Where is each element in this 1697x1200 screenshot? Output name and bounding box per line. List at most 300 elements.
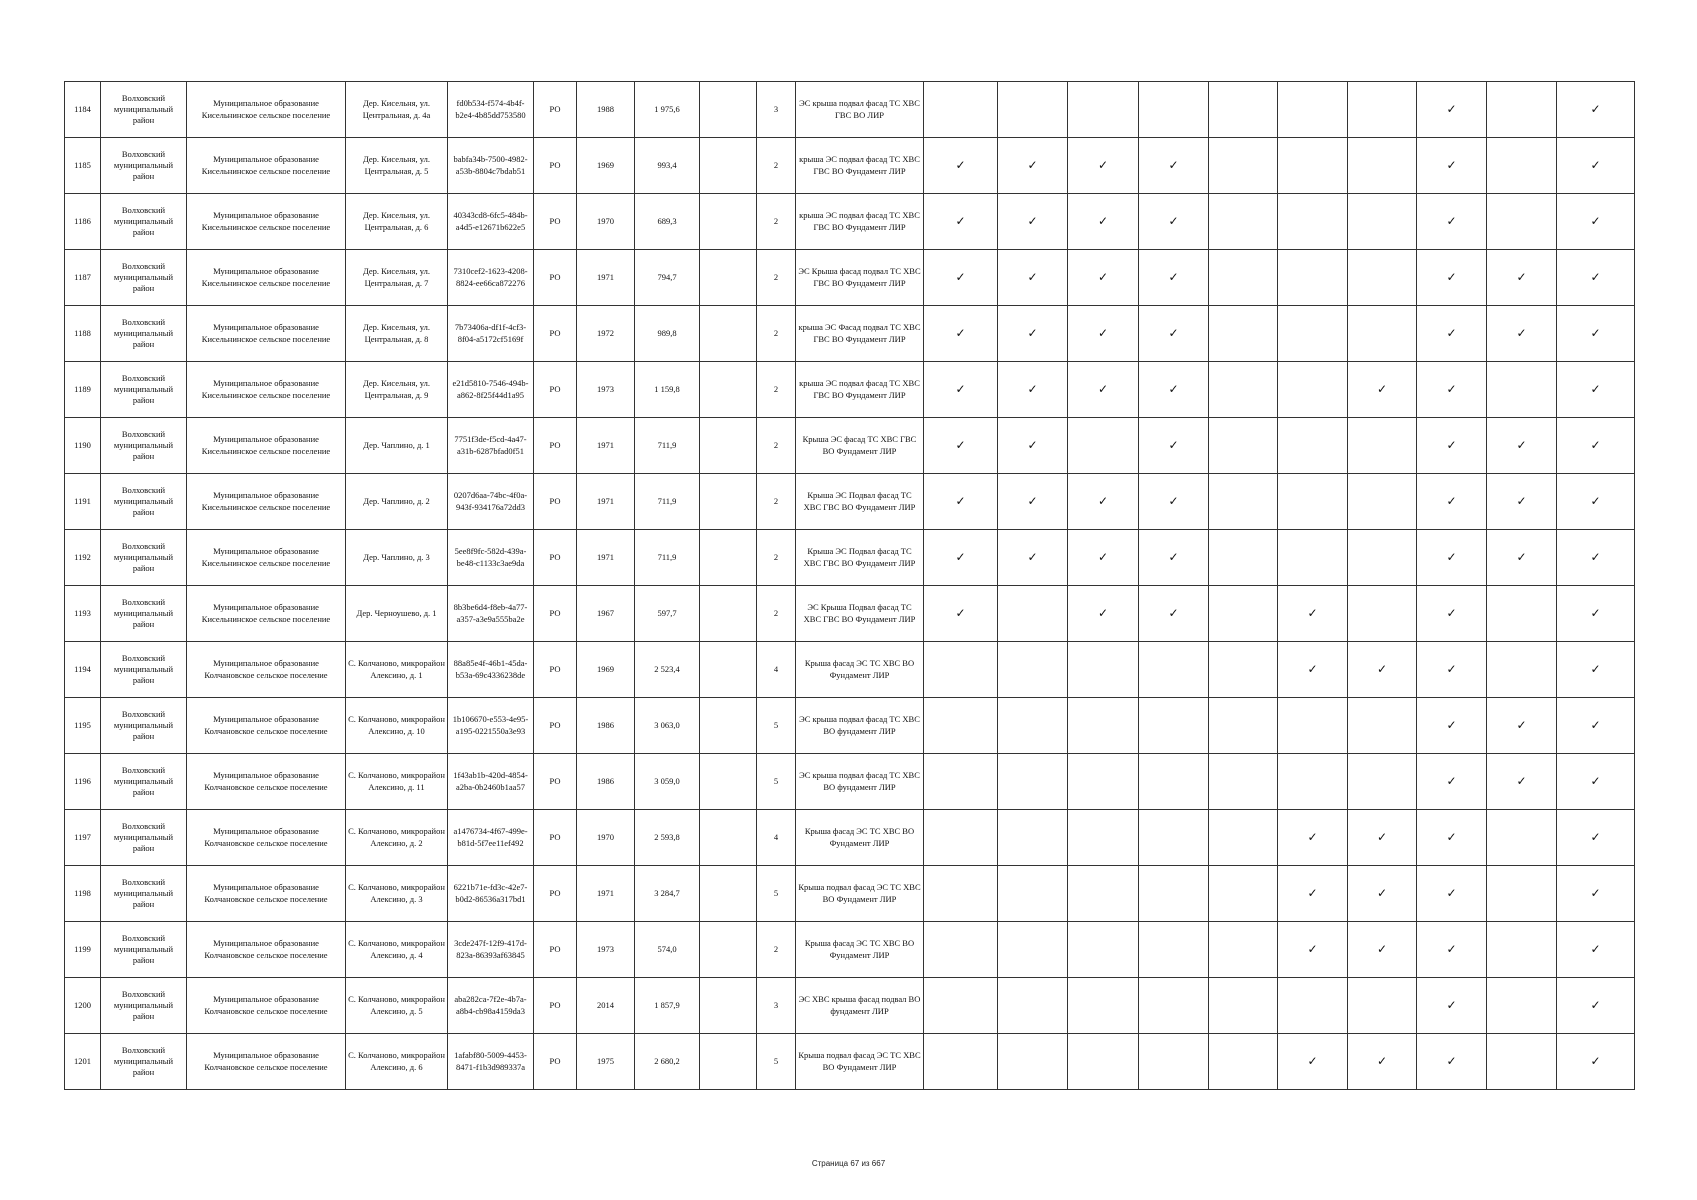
checkmark-icon: ✓ (1168, 381, 1179, 396)
check-cell-10 (1557, 474, 1635, 530)
empty-cell (700, 642, 757, 698)
district-cell: Волховский муниципальный район (101, 978, 187, 1034)
check-cell-4 (1139, 362, 1209, 418)
checkmark-icon: ✓ (1446, 549, 1457, 564)
checkmark-icon: ✓ (955, 269, 966, 284)
check-cell-9 (1487, 698, 1557, 754)
checkmark-icon: ✓ (1446, 325, 1457, 340)
row-number: 1189 (65, 362, 101, 418)
form-cell: РО (534, 1034, 577, 1090)
checkmark-icon: ✓ (1516, 493, 1527, 508)
check-cell-8 (1417, 250, 1487, 306)
area-cell: 1 975,6 (635, 82, 700, 138)
year-cell: 1969 (577, 642, 635, 698)
check-cell-4 (1139, 922, 1209, 978)
check-cell-5 (1209, 642, 1278, 698)
area-cell: 989,8 (635, 306, 700, 362)
check-cell-10 (1557, 194, 1635, 250)
empty-cell (700, 922, 757, 978)
check-cell-9 (1487, 1034, 1557, 1090)
municipality-cell: Муниципальное образование Колчановское сельское поселение (187, 922, 346, 978)
check-cell-9 (1487, 866, 1557, 922)
area-cell: 993,4 (635, 138, 700, 194)
row-number: 1192 (65, 530, 101, 586)
check-cell-1 (924, 250, 998, 306)
checkmark-icon: ✓ (1376, 885, 1388, 900)
uuid-cell: 7751f3de-f5cd-4a47-a31b-6287bfad0f51 (448, 418, 534, 474)
check-cell-1 (924, 362, 998, 418)
checkmark-icon: ✓ (1097, 213, 1109, 228)
form-cell: РО (534, 138, 577, 194)
check-cell-10 (1557, 82, 1635, 138)
year-cell: 1988 (577, 82, 635, 138)
check-cell-3 (1068, 194, 1139, 250)
check-cell-8 (1417, 138, 1487, 194)
year-cell: 2014 (577, 978, 635, 1034)
check-cell-10 (1557, 586, 1635, 642)
check-cell-6 (1278, 82, 1348, 138)
row-number: 1187 (65, 250, 101, 306)
municipality-cell: Муниципальное образование Колчановское сельское поселение (187, 810, 346, 866)
municipality-cell: Муниципальное образование Кисельнинское сельское поселение (187, 474, 346, 530)
checkmark-icon: ✓ (955, 157, 966, 172)
year-cell: 1973 (577, 362, 635, 418)
row-number: 1194 (65, 642, 101, 698)
check-cell-8 (1417, 82, 1487, 138)
form-cell: РО (534, 82, 577, 138)
checkmark-icon: ✓ (1168, 605, 1179, 620)
checkmark-icon: ✓ (1168, 549, 1179, 564)
form-cell: РО (534, 698, 577, 754)
area-cell: 597,7 (635, 586, 700, 642)
check-cell-7 (1348, 362, 1417, 418)
checkmark-icon: ✓ (1027, 157, 1038, 172)
check-cell-4 (1139, 1034, 1209, 1090)
checkmark-icon: ✓ (1590, 717, 1601, 732)
checkmark-icon: ✓ (1376, 381, 1388, 396)
check-cell-6 (1278, 530, 1348, 586)
area-cell: 3 284,7 (635, 866, 700, 922)
empty-cell (700, 474, 757, 530)
check-cell-9 (1487, 754, 1557, 810)
checkmark-icon: ✓ (1097, 493, 1109, 508)
registry-table (64, 81, 1635, 1090)
checkmark-icon: ✓ (1027, 381, 1038, 396)
table-row (65, 306, 1635, 362)
check-cell-1 (924, 138, 998, 194)
empty-cell (700, 138, 757, 194)
checkmark-icon: ✓ (1446, 829, 1457, 844)
checkmark-icon: ✓ (1446, 101, 1457, 116)
page-number: Страница 67 из 667 (811, 1159, 886, 1168)
address-cell: С. Колчаново, микрорайон Алексино, д. 2 (346, 810, 448, 866)
address-cell: С. Колчаново, микрорайон Алексино, д. 11 (346, 754, 448, 810)
table-row (65, 474, 1635, 530)
check-cell-5 (1209, 530, 1278, 586)
year-cell: 1975 (577, 1034, 635, 1090)
check-cell-7 (1348, 1034, 1417, 1090)
check-cell-9 (1487, 362, 1557, 418)
check-cell-4 (1139, 978, 1209, 1034)
check-cell-3 (1068, 922, 1139, 978)
empty-cell (700, 866, 757, 922)
check-cell-1 (924, 474, 998, 530)
table-row (65, 922, 1635, 978)
empty-cell (700, 362, 757, 418)
works-list-cell: Крыша ЭС Подвал фасад ТС ХВС ГВС ВО Фундамент ЛИР (796, 530, 924, 586)
address-cell: Дер. Чаплино, д. 1 (346, 418, 448, 474)
checkmark-icon: ✓ (1097, 605, 1109, 620)
check-cell-2 (998, 418, 1068, 474)
check-cell-3 (1068, 698, 1139, 754)
uuid-cell: 6221b71e-fd3c-42e7-b0d2-86536a317bd1 (448, 866, 534, 922)
uuid-cell: e21d5810-7546-494b-a862-8f25f44d1a95 (448, 362, 534, 418)
checkmark-icon: ✓ (1027, 493, 1038, 508)
municipality-cell: Муниципальное образование Колчановское сельское поселение (187, 754, 346, 810)
uuid-cell: 1afabf80-5009-4453-8471-f1b3d989337a (448, 1034, 534, 1090)
year-cell: 1970 (577, 194, 635, 250)
form-cell: РО (534, 194, 577, 250)
empty-cell (700, 978, 757, 1034)
municipality-cell: Муниципальное образование Колчановское сельское поселение (187, 978, 346, 1034)
empty-cell (700, 250, 757, 306)
check-cell-2 (998, 978, 1068, 1034)
check-cell-1 (924, 810, 998, 866)
row-number: 1199 (65, 922, 101, 978)
check-cell-6 (1278, 138, 1348, 194)
year-cell: 1971 (577, 474, 635, 530)
checkmark-icon: ✓ (1590, 101, 1601, 116)
address-cell: С. Колчаново, микрорайон Алексино, д. 3 (346, 866, 448, 922)
checkmark-icon: ✓ (1168, 325, 1179, 340)
check-cell-4 (1139, 586, 1209, 642)
year-cell: 1971 (577, 418, 635, 474)
row-number: 1195 (65, 698, 101, 754)
checkmark-icon: ✓ (1446, 437, 1457, 452)
check-cell-9 (1487, 82, 1557, 138)
municipality-cell: Муниципальное образование Кисельнинское сельское поселение (187, 250, 346, 306)
checkmark-icon: ✓ (1590, 381, 1601, 396)
check-cell-5 (1209, 866, 1278, 922)
form-cell: РО (534, 586, 577, 642)
check-cell-8 (1417, 866, 1487, 922)
area-cell: 711,9 (635, 530, 700, 586)
checkmark-icon: ✓ (1027, 549, 1038, 564)
row-number: 1186 (65, 194, 101, 250)
municipality-cell: Муниципальное образование Кисельнинское сельское поселение (187, 306, 346, 362)
area-cell: 3 063,0 (635, 698, 700, 754)
uuid-cell: 0207d6aa-74bc-4f0a-943f-934176a72dd3 (448, 474, 534, 530)
checkmark-icon: ✓ (1446, 717, 1457, 732)
checkmark-icon: ✓ (1027, 325, 1038, 340)
check-cell-2 (998, 194, 1068, 250)
works-list-cell: крыша ЭС подвал фасад ТС ХВС ГВС ВО Фундамент ЛИР (796, 194, 924, 250)
uuid-cell: 7310cef2-1623-4208-8824-ee66ca872276 (448, 250, 534, 306)
check-cell-3 (1068, 978, 1139, 1034)
checkmark-icon: ✓ (1590, 1053, 1601, 1068)
municipality-cell: Муниципальное образование Кисельнинское сельское поселение (187, 530, 346, 586)
check-cell-8 (1417, 978, 1487, 1034)
check-cell-7 (1348, 866, 1417, 922)
check-cell-2 (998, 922, 1068, 978)
checkmark-icon: ✓ (1097, 549, 1109, 564)
check-cell-8 (1417, 922, 1487, 978)
table-row (65, 754, 1635, 810)
district-cell: Волховский муниципальный район (101, 474, 187, 530)
checkmark-icon: ✓ (1446, 269, 1457, 284)
check-cell-8 (1417, 1034, 1487, 1090)
checkmark-icon: ✓ (955, 549, 966, 564)
count-cell: 4 (757, 810, 796, 866)
uuid-cell: 1b106670-e553-4e95-a195-0221550a3e93 (448, 698, 534, 754)
check-cell-7 (1348, 642, 1417, 698)
check-cell-7 (1348, 530, 1417, 586)
table-row (65, 362, 1635, 418)
count-cell: 2 (757, 474, 796, 530)
works-list-cell: Крыша фасад ЭС ТС ХВС ВО Фундамент ЛИР (796, 810, 924, 866)
checkmark-icon: ✓ (1307, 829, 1318, 844)
checkmark-icon: ✓ (1307, 1053, 1318, 1068)
check-cell-5 (1209, 810, 1278, 866)
uuid-cell: 5ee8f9fc-582d-439a-be48-c1133c3ae9da (448, 530, 534, 586)
area-cell: 689,3 (635, 194, 700, 250)
checkmark-icon: ✓ (1590, 269, 1601, 284)
uuid-cell: a1476734-4f67-499e-b81d-5f7ee11ef492 (448, 810, 534, 866)
check-cell-2 (998, 138, 1068, 194)
check-cell-3 (1068, 866, 1139, 922)
row-number: 1188 (65, 306, 101, 362)
check-cell-6 (1278, 642, 1348, 698)
check-cell-9 (1487, 194, 1557, 250)
address-cell: Дер. Чаплино, д. 2 (346, 474, 448, 530)
district-cell: Волховский муниципальный район (101, 194, 187, 250)
check-cell-4 (1139, 418, 1209, 474)
checkmark-icon: ✓ (1307, 661, 1318, 676)
count-cell: 3 (757, 82, 796, 138)
municipality-cell: Муниципальное образование Кисельнинское сельское поселение (187, 418, 346, 474)
count-cell: 5 (757, 866, 796, 922)
district-cell: Волховский муниципальный район (101, 922, 187, 978)
check-cell-10 (1557, 138, 1635, 194)
check-cell-5 (1209, 194, 1278, 250)
check-cell-8 (1417, 642, 1487, 698)
area-cell: 1 857,9 (635, 978, 700, 1034)
row-number: 1198 (65, 866, 101, 922)
address-cell: Дер. Кисельня, ул. Центральная, д. 4а (346, 82, 448, 138)
uuid-cell: fd0b534-f574-4b4f-b2e4-4b85dd753580 (448, 82, 534, 138)
check-cell-5 (1209, 82, 1278, 138)
works-list-cell: ЭС Крыша фасад подвал ТС ХВС ГВС ВО Фундамент ЛИР (796, 250, 924, 306)
checkmark-icon: ✓ (1516, 549, 1527, 564)
check-cell-9 (1487, 586, 1557, 642)
check-cell-4 (1139, 250, 1209, 306)
checkmark-icon: ✓ (955, 325, 966, 340)
checkmark-icon: ✓ (1516, 269, 1527, 284)
works-list-cell: ЭС крыша подвал фасад ТС ХВС ГВС ВО ЛИР (796, 82, 924, 138)
checkmark-icon: ✓ (1446, 1053, 1457, 1068)
uuid-cell: 40343cd8-6fc5-484b-a4d5-e12671b622e5 (448, 194, 534, 250)
check-cell-9 (1487, 978, 1557, 1034)
municipality-cell: Муниципальное образование Колчановское сельское поселение (187, 642, 346, 698)
check-cell-3 (1068, 362, 1139, 418)
check-cell-10 (1557, 530, 1635, 586)
uuid-cell: 1f43ab1b-420d-4854-a2ba-0b2460b1aa57 (448, 754, 534, 810)
check-cell-3 (1068, 586, 1139, 642)
area-cell: 711,9 (635, 474, 700, 530)
area-cell: 3 059,0 (635, 754, 700, 810)
check-cell-9 (1487, 810, 1557, 866)
check-cell-8 (1417, 306, 1487, 362)
form-cell: РО (534, 978, 577, 1034)
checkmark-icon: ✓ (1027, 213, 1038, 228)
check-cell-1 (924, 754, 998, 810)
area-cell: 2 523,4 (635, 642, 700, 698)
works-list-cell: ЭС крыша подвал фасад ТС ХВС ВО фундамент ЛИР (796, 754, 924, 810)
check-cell-6 (1278, 978, 1348, 1034)
check-cell-5 (1209, 922, 1278, 978)
row-number: 1197 (65, 810, 101, 866)
check-cell-5 (1209, 418, 1278, 474)
check-cell-8 (1417, 362, 1487, 418)
check-cell-3 (1068, 474, 1139, 530)
empty-cell (700, 530, 757, 586)
works-list-cell: крыша ЭС подвал фасад ТС ХВС ГВС ВО Фундамент ЛИР (796, 138, 924, 194)
check-cell-6 (1278, 362, 1348, 418)
municipality-cell: Муниципальное образование Колчановское сельское поселение (187, 1034, 346, 1090)
check-cell-10 (1557, 362, 1635, 418)
count-cell: 2 (757, 586, 796, 642)
works-list-cell: Крыша фасад ЭС ТС ХВС ВО Фундамент ЛИР (796, 642, 924, 698)
address-cell: С. Колчаново, микрорайон Алексино, д. 5 (346, 978, 448, 1034)
check-cell-8 (1417, 810, 1487, 866)
check-cell-2 (998, 642, 1068, 698)
table-row (65, 138, 1635, 194)
check-cell-3 (1068, 1034, 1139, 1090)
check-cell-5 (1209, 362, 1278, 418)
count-cell: 2 (757, 530, 796, 586)
checkmark-icon: ✓ (1168, 269, 1179, 284)
uuid-cell: aba282ca-7f2e-4b7a-a8b4-cb98a4159da3 (448, 978, 534, 1034)
checkmark-icon: ✓ (1307, 605, 1318, 620)
check-cell-2 (998, 866, 1068, 922)
municipality-cell: Муниципальное образование Колчановское сельское поселение (187, 866, 346, 922)
check-cell-2 (998, 250, 1068, 306)
checkmark-icon: ✓ (1446, 941, 1457, 956)
works-list-cell: крыша ЭС подвал фасад ТС ХВС ГВС ВО Фундамент ЛИР (796, 362, 924, 418)
check-cell-8 (1417, 530, 1487, 586)
district-cell: Волховский муниципальный район (101, 754, 187, 810)
check-cell-5 (1209, 586, 1278, 642)
check-cell-4 (1139, 194, 1209, 250)
checkmark-icon: ✓ (1446, 381, 1457, 396)
checkmark-icon: ✓ (1590, 605, 1601, 620)
check-cell-3 (1068, 530, 1139, 586)
area-cell: 2 680,2 (635, 1034, 700, 1090)
table-row (65, 250, 1635, 306)
checkmark-icon: ✓ (1590, 213, 1601, 228)
check-cell-6 (1278, 922, 1348, 978)
checkmark-icon: ✓ (955, 493, 966, 508)
check-cell-4 (1139, 530, 1209, 586)
address-cell: С. Колчаново, микрорайон Алексино, д. 6 (346, 1034, 448, 1090)
check-cell-9 (1487, 418, 1557, 474)
checkmark-icon: ✓ (1516, 773, 1527, 788)
checkmark-icon: ✓ (1446, 493, 1457, 508)
year-cell: 1970 (577, 810, 635, 866)
checkmark-icon: ✓ (1590, 157, 1601, 172)
check-cell-5 (1209, 978, 1278, 1034)
count-cell: 2 (757, 418, 796, 474)
check-cell-6 (1278, 194, 1348, 250)
form-cell: РО (534, 474, 577, 530)
check-cell-10 (1557, 642, 1635, 698)
empty-cell (700, 586, 757, 642)
check-cell-5 (1209, 698, 1278, 754)
check-cell-3 (1068, 418, 1139, 474)
works-list-cell: ЭС крыша подвал фасад ТС ХВС ВО фундамент ЛИР (796, 698, 924, 754)
checkmark-icon: ✓ (1376, 941, 1388, 956)
address-cell: С. Колчаново, микрорайон Алексино, д. 1 (346, 642, 448, 698)
year-cell: 1971 (577, 866, 635, 922)
checkmark-icon: ✓ (955, 381, 966, 396)
check-cell-7 (1348, 810, 1417, 866)
checkmark-icon: ✓ (1446, 661, 1457, 676)
checkmark-icon: ✓ (1446, 157, 1457, 172)
check-cell-7 (1348, 586, 1417, 642)
count-cell: 2 (757, 138, 796, 194)
uuid-cell: babfa34b-7500-4982-a53b-8804c7bdab51 (448, 138, 534, 194)
check-cell-6 (1278, 306, 1348, 362)
municipality-cell: Муниципальное образование Кисельнинское сельское поселение (187, 362, 346, 418)
uuid-cell: 88a85e4f-46b1-45da-b53a-69c4336238de (448, 642, 534, 698)
uuid-cell: 7b73406a-df1f-4cf3-8f04-a5172cf5169f (448, 306, 534, 362)
checkmark-icon: ✓ (1590, 325, 1601, 340)
check-cell-1 (924, 194, 998, 250)
district-cell: Волховский муниципальный район (101, 138, 187, 194)
check-cell-7 (1348, 754, 1417, 810)
checkmark-icon: ✓ (1590, 493, 1601, 508)
check-cell-1 (924, 866, 998, 922)
table-row (65, 530, 1635, 586)
check-cell-2 (998, 306, 1068, 362)
check-cell-4 (1139, 698, 1209, 754)
check-cell-10 (1557, 1034, 1635, 1090)
count-cell: 5 (757, 754, 796, 810)
district-cell: Волховский муниципальный район (101, 250, 187, 306)
check-cell-5 (1209, 474, 1278, 530)
check-cell-7 (1348, 922, 1417, 978)
form-cell: РО (534, 530, 577, 586)
checkmark-icon: ✓ (1516, 325, 1527, 340)
year-cell: 1971 (577, 530, 635, 586)
checkmark-icon: ✓ (1097, 325, 1109, 340)
checkmark-icon: ✓ (1376, 661, 1388, 676)
check-cell-6 (1278, 250, 1348, 306)
row-number: 1184 (65, 82, 101, 138)
check-cell-10 (1557, 978, 1635, 1034)
district-cell: Волховский муниципальный район (101, 362, 187, 418)
check-cell-6 (1278, 418, 1348, 474)
check-cell-3 (1068, 642, 1139, 698)
empty-cell (700, 306, 757, 362)
municipality-cell: Муниципальное образование Кисельнинское сельское поселение (187, 194, 346, 250)
row-number: 1185 (65, 138, 101, 194)
count-cell: 2 (757, 306, 796, 362)
row-number: 1191 (65, 474, 101, 530)
address-cell: С. Колчаново, микрорайон Алексино, д. 10 (346, 698, 448, 754)
check-cell-6 (1278, 698, 1348, 754)
empty-cell (700, 418, 757, 474)
